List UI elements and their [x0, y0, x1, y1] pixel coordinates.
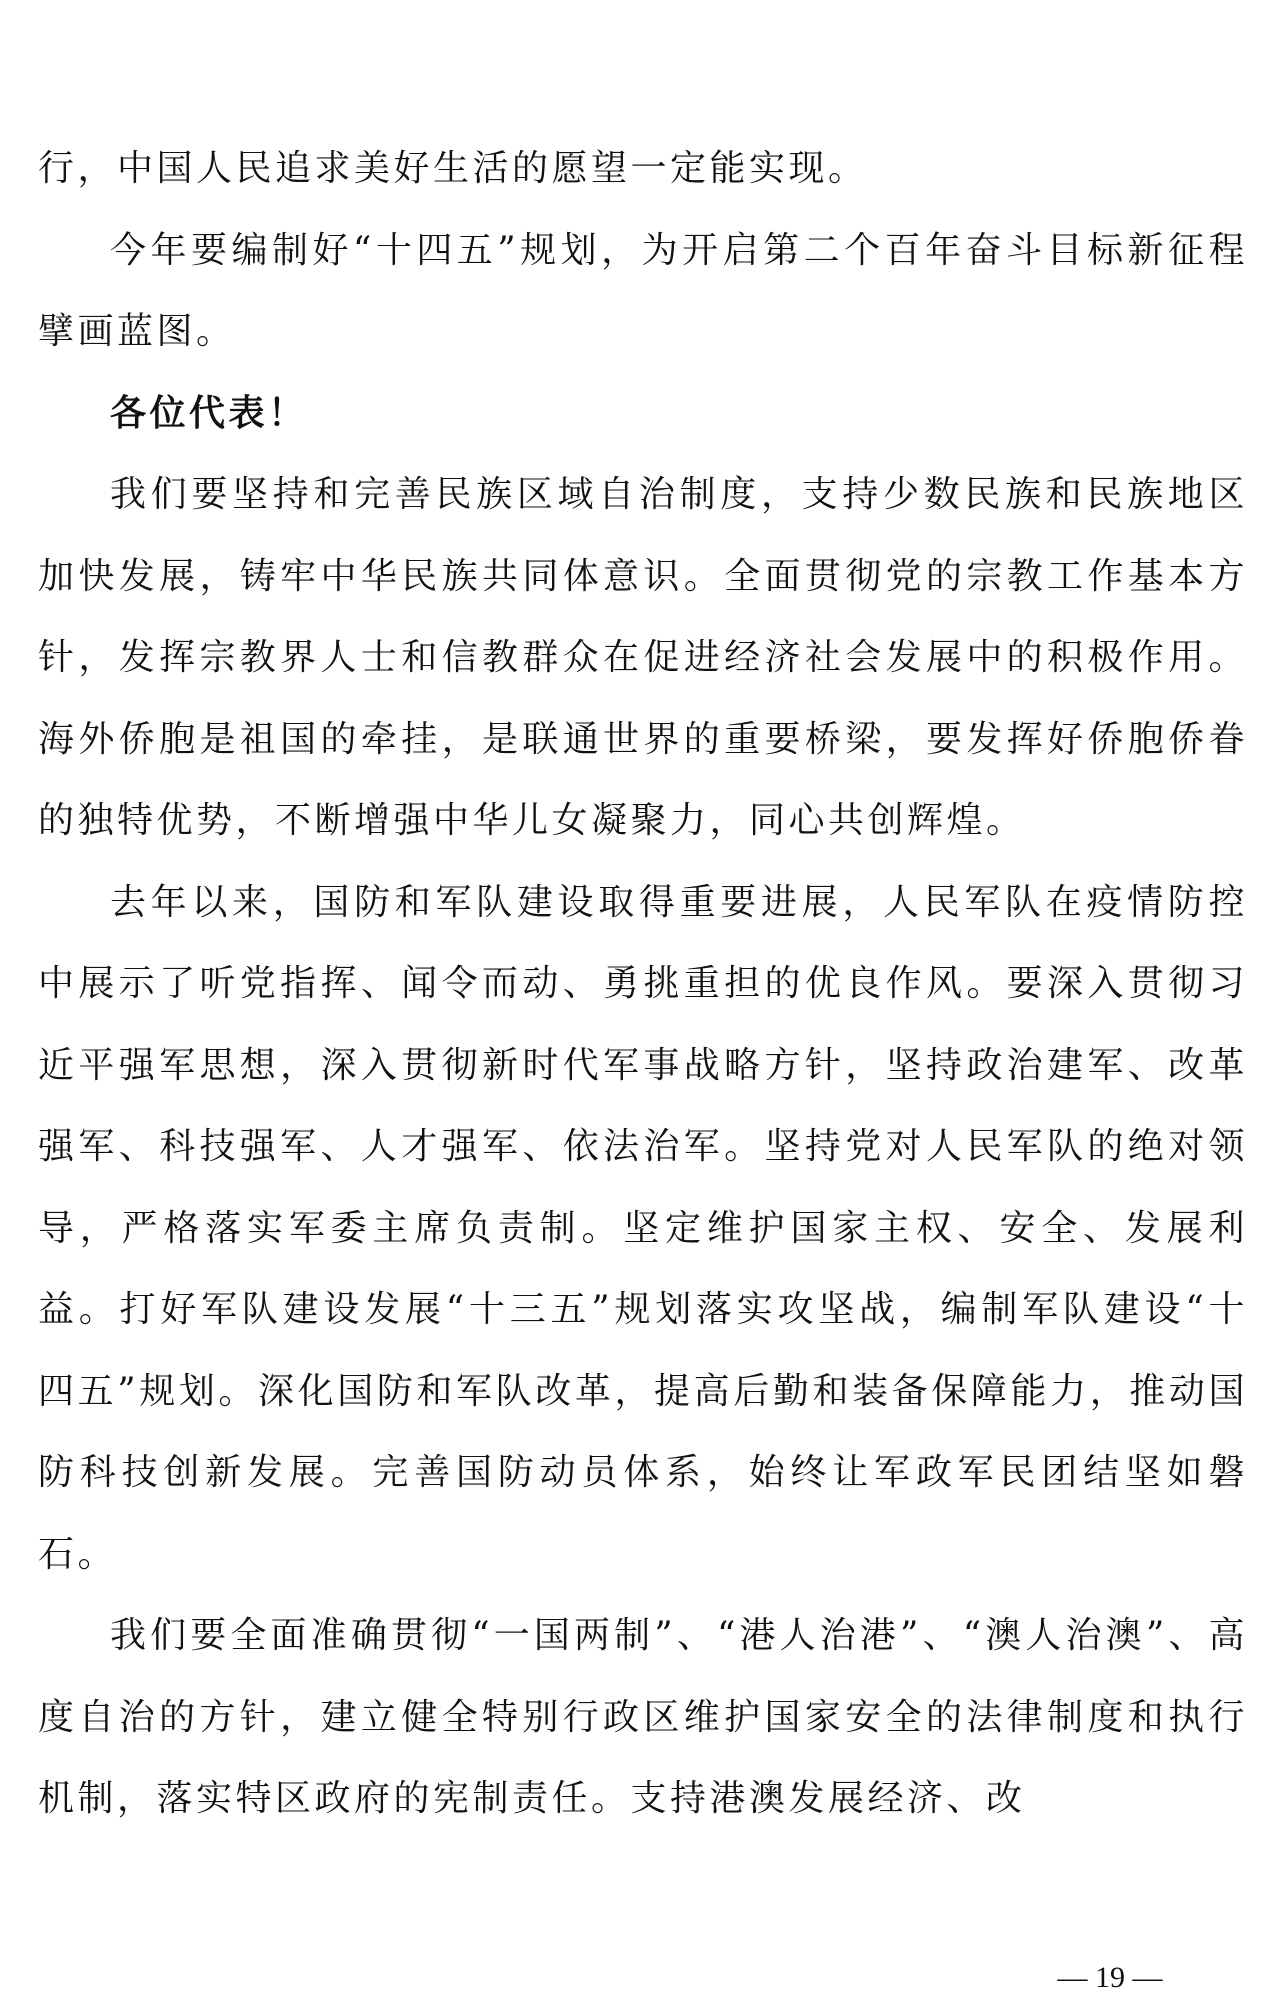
body-text — [38, 128, 1248, 1840]
paragraph-4: 我们要坚持和完善民族区域自治制度，支持少数民族和民族地区加快发展，铸牢中华民族共同体意识。全面贯彻党的宗教工作基本方针，发挥宗教界人士和信教群众在促进经济社会发展中的积极作用。海外侨胞是祖国的牵挂，是联通世界的重要桥梁，要发挥好侨胞侨眷的独特优势，不断增强中华儿女凝聚力，同心共创辉煌。 — [38, 474, 1248, 841]
paragraph-6: 我们要全面准确贯彻“一国两制”、“港人治港”、“澳人治澳”、高度自治的方针，建立健全特别行政区维护国家安全的法律制度和执行机制，落实特区政府的宪制责任。支持港澳发展经济、改 — [38, 1615, 1248, 1819]
page-number: — 19 — — [1057, 1961, 1163, 1994]
paragraph-2: 今年要编制好“十四五”规划，为开启第二个百年奋斗目标新征程擘画蓝图。 — [38, 229, 1248, 352]
paragraph-1: 行，中国人民追求美好生活的愿望一定能实现。 — [38, 148, 868, 189]
section-heading: 各位代表！ — [110, 392, 308, 434]
paragraph-5: 去年以来，国防和军队建设取得重要进展，人民军队在疫情防控中展示了听党指挥、闻令而动、勇挑重担的优良作风。要深入贯彻习近平强军思想，深入贯彻新时代军事战略方针，坚持政治建军、改革强军、科技强军、人才强军、依法治军。坚持党对人民军队的绝对领导，严格落实军委主席负责制。坚定维护国家主权、安全、发展利益。打好军队建设发展“十三五”规划落实攻坚战，编制军队建设“十四五”规划。深化国防和军队改革，提高后勤和装备保障能力，推动国防科技创新发展。完善国防动员体系，始终让军政军民团结坚如磐石。 — [38, 881, 1248, 1575]
